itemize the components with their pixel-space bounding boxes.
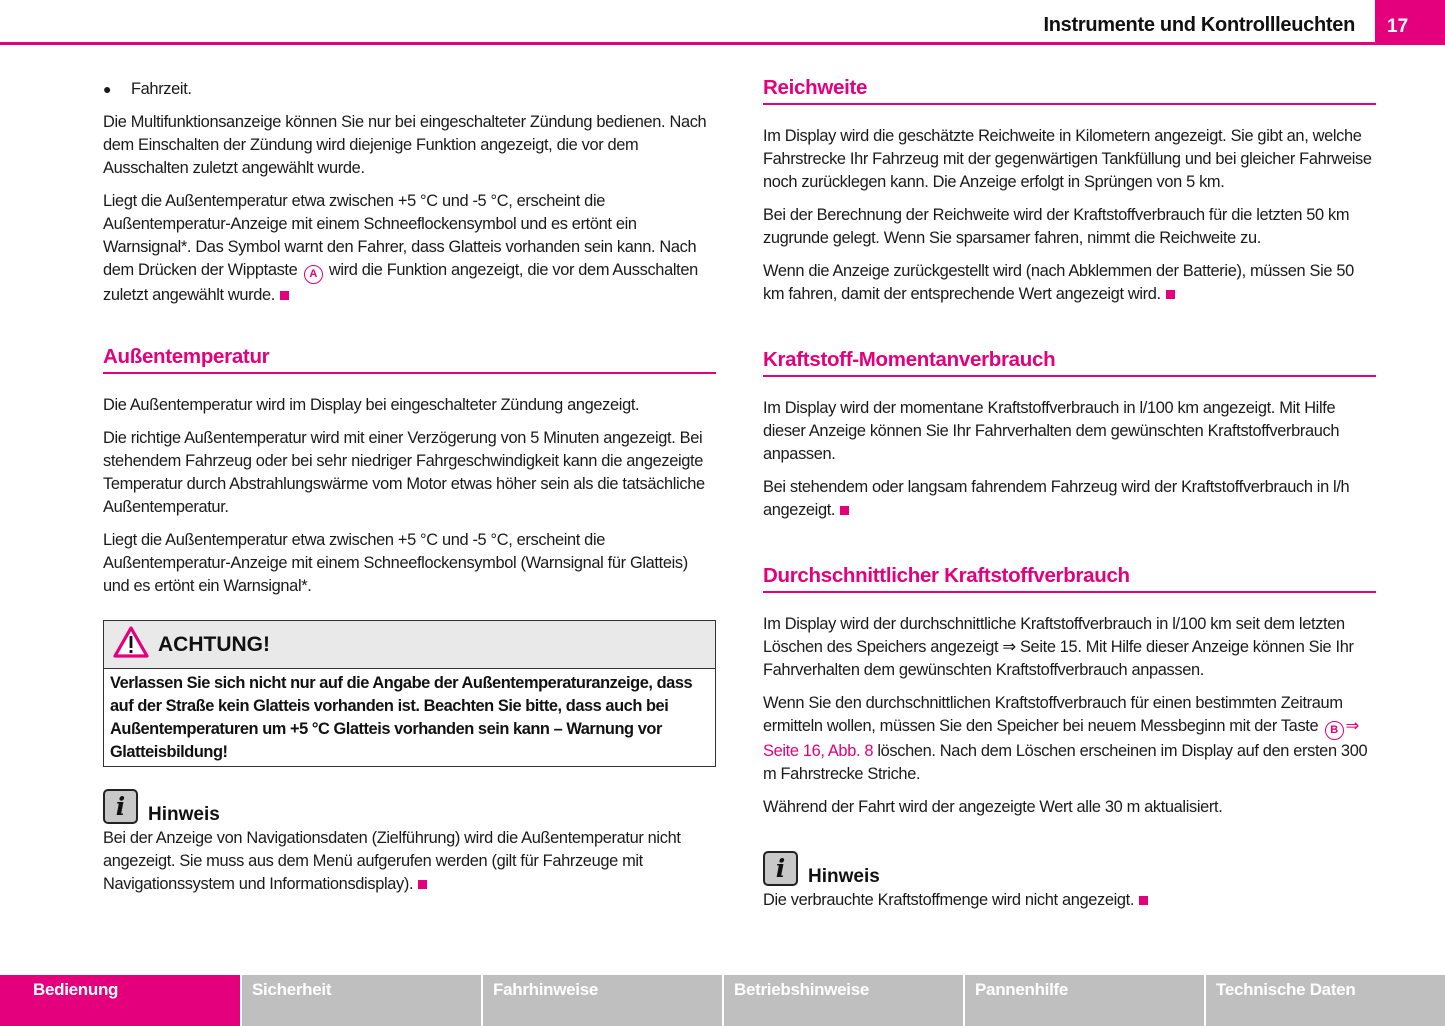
warning-triangle-icon: [112, 625, 150, 664]
paragraph: Die richtige Außentemperatur wird mit einer Verzögerung von 5 Minuten angezeigt. Bei stehendem Fahrzeug oder bei sehr niedriger Fahrgeschwindigkeit kann die angezeigte Temperatur durch Abstrahlungswärme vom Motor etwas höher sein als die tatsächliche Außentemperatur.: [103, 429, 705, 516]
end-marker-icon: [1139, 896, 1148, 905]
key-a-icon: A: [304, 265, 323, 284]
paragraph: Wenn die Anzeige zurückgestellt wird (nach Abklemmen der Batterie), müssen Sie 50 km fahren, damit der entsprechende Wert angezeigt wird.: [763, 262, 1354, 303]
key-b-icon: B: [1325, 721, 1344, 740]
right-column: [763, 76, 1376, 922]
paragraph: Im Display wird der durchschnittliche Kraftstoffverbrauch in l/100 km seit dem letzten Löschen des Speichers angezeigt ⇒ Seite 15. Mit Hilfe dieser Anzeige können Sie Ihr Fahrverhalten dem gewünschten Kraftstoffverbrauch anpassen.: [763, 615, 1354, 679]
warning-text: Verlassen Sie sich nicht nur auf die Angabe der Außentemperaturanzeige, dass auf der Straße kein Glatteis vorhanden ist. Beachten Sie bitte, dass auch bei Außentemperaturen um +5 °C Glatteis vorhanden sein kann – Warnung vor Glatteisbildung!: [110, 674, 693, 761]
paragraph: Liegt die Außentemperatur etwa zwischen +5 °C und -5 °C, erscheint die Außentemperatur-Anzeige mit einem Schneeflockensymbol und es ertönt ein Warnsignal*. Das Symbol warnt den Fahrer, dass Glatteis vorhanden sein kann. Nach dem Drücken der Wipptaste A wird die Funktion angezeigt, die vor dem Ausschalten zuletzt angewählt wurde.: [103, 192, 698, 304]
warning-box: [103, 620, 716, 767]
info-icon: i: [763, 851, 798, 886]
tab-betriebshinweise[interactable]: Betriebshinweise: [724, 975, 963, 1026]
left-column: [103, 76, 716, 906]
paragraph: Wenn Sie den durchschnittlichen Kraftstoffverbrauch für einen bestimmten Zeitraum ermitteln wollen, müssen Sie den Speicher bei neuem Messbeginn mit der Taste B ⇒ Seite 16, Abb. 8 löschen. Nach dem Löschen erscheinen im Display auf den ersten 300 m Fahrstrecke Striche.: [763, 694, 1368, 783]
page-number: 17: [1375, 0, 1445, 45]
paragraph: Während der Fahrt wird der angezeigte Wert alle 30 m aktualisiert.: [763, 798, 1223, 816]
end-marker-icon: [840, 506, 849, 515]
note-box: [763, 851, 1376, 912]
note-title: Hinweis: [808, 866, 880, 887]
page-reference-link[interactable]: ⇒ Seite 16, Abb. 8: [763, 717, 1359, 760]
warning-title: ACHTUNG!: [158, 632, 270, 656]
tab-pannenhilfe[interactable]: Pannenhilfe: [965, 975, 1204, 1026]
end-marker-icon: [1166, 290, 1175, 299]
section-heading-momentanverbrauch: Kraftstoff-Momentanverbrauch: [763, 348, 1376, 377]
section-heading-aussentemperatur: Außentemperatur: [103, 345, 716, 374]
section-heading-durchschnittsverbrauch: Durchschnittlicher Kraftstoffverbrauch: [763, 564, 1376, 593]
header-divider: [0, 42, 1445, 45]
paragraph: Liegt die Außentemperatur etwa zwischen +5 °C und -5 °C, erscheint die Außentemperatur-Anzeige mit einem Schneeflockensymbol (Warnsignal für Glatteis) und es ertönt ein Warnsignal*.: [103, 531, 688, 595]
tab-technische-daten[interactable]: Technische Daten: [1206, 975, 1445, 1026]
tab-fahrhinweise[interactable]: Fahrhinweise: [483, 975, 722, 1026]
tab-sicherheit[interactable]: Sicherheit: [242, 975, 481, 1026]
paragraph: Im Display wird die geschätzte Reichweite in Kilometern angezeigt. Sie gibt an, welche Fahrstrecke Ihr Fahrzeug mit der gegenwärtigen Tankfüllung und bei gleicher Fahrweise noch zurücklegen kann. Die Anzeige erfolgt in Sprüngen von 5 km.: [763, 127, 1372, 191]
tab-bedienung[interactable]: Bedienung: [0, 975, 240, 1026]
end-marker-icon: [280, 291, 289, 300]
note-box: [103, 789, 716, 896]
note-text: Die verbrauchte Kraftstoffmenge wird nicht angezeigt.: [763, 889, 1376, 912]
warning-header: [104, 621, 715, 669]
note-text: Bei der Anzeige von Navigationsdaten (Zielführung) wird die Außentemperatur nicht angezeigt. Sie muss aus dem Menü aufgerufen werden (gilt für Fahrzeuge mit Navigationssystem und Informationsdisplay).: [103, 829, 681, 893]
note-title: Hinweis: [148, 804, 220, 825]
paragraph: Die Außentemperatur wird im Display bei eingeschalteter Zündung angezeigt.: [103, 396, 640, 414]
paragraph: Die Multifunktionsanzeige können Sie nur bei eingeschalteter Zündung bedienen. Nach dem Einschalten der Zündung wird diejenige Funktion angezeigt, die vor dem Ausschalten zuletzt angewählt wurde.: [103, 113, 707, 177]
paragraph: Bei der Berechnung der Reichweite wird der Kraftstoffverbrauch für die letzten 50 km zugrunde gelegt. Wenn Sie sparsamer fahren, nimmt die Reichweite zu.: [763, 206, 1350, 247]
section-heading-reichweite: Reichweite: [763, 76, 1376, 105]
info-icon: i: [103, 789, 138, 824]
chapter-title: Instrumente und Kontrollleuchten: [1043, 14, 1355, 36]
list-item: ● Fahrzeit.: [103, 78, 716, 101]
paragraph: Bei stehendem oder langsam fahrendem Fahrzeug wird der Kraftstoffverbrauch in l/h angezeigt.: [763, 478, 1350, 519]
paragraph: Im Display wird der momentane Kraftstoffverbrauch in l/100 km angezeigt. Mit Hilfe dieser Anzeige können Sie Ihr Fahrverhalten dem gewünschten Kraftstoffverbrauch anpassen.: [763, 399, 1340, 463]
bullet-icon: ●: [103, 81, 112, 97]
end-marker-icon: [418, 880, 427, 889]
chapter-tabs: [0, 975, 1445, 1026]
